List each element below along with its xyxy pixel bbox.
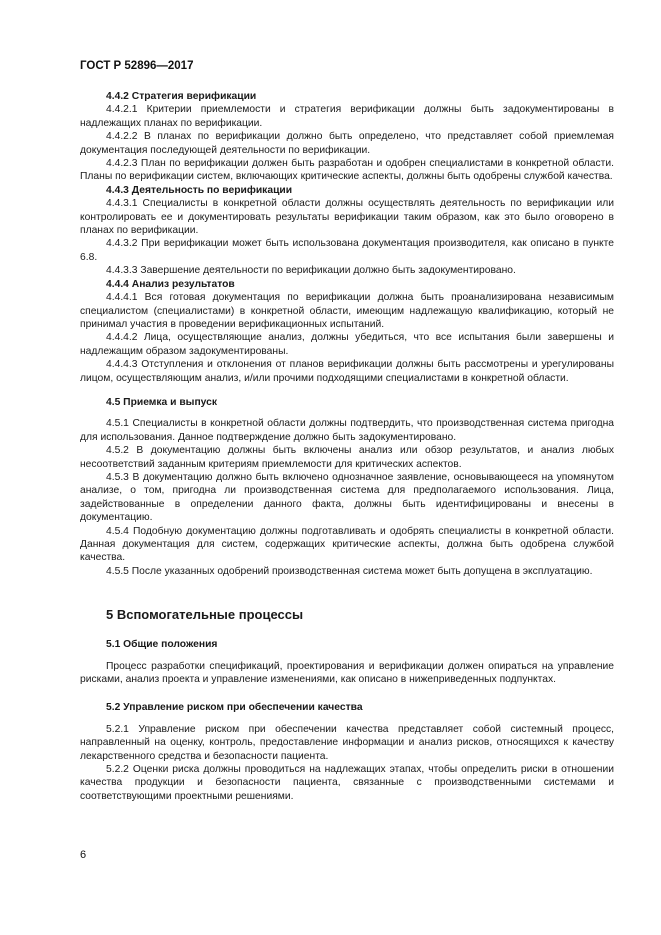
section-heading: 5.1 Общие положения <box>106 639 218 651</box>
paragraph: 4.4.4.1 Вся готовая документация по верификации должна быть проанализирована независимым специалистом (специалистами) в конкретной области, имеющим надлежащую квалификацию, который не принимал участия в проведении верификационных испытаний. <box>80 292 614 330</box>
page-number: 6 <box>80 849 87 861</box>
subsection-heading: 4.4.2 Стратегия верификации <box>106 91 257 102</box>
chapter-heading: 5 Вспомогательные процессы <box>106 607 304 623</box>
paragraph: 4.4.2.3 План по верификации должен быть разработан и одобрен специалистами в конкретной области. Планы по верификации систем, включающих критические аспекты, должны быть одобрены службой качества. <box>80 158 614 183</box>
paragraph: 4.4.4.3 Отступления и отклонения от планов верификации должны быть рассмотрены и урегулированы лицом, осуществляющим анализ, и/или прочими подходящими специалистами в конкретной области. <box>80 359 614 384</box>
paragraph: 4.5.4 Подобную документацию должны подготавливать и одобрять специалисты в конкретной области. Данная документация для систем, содержащих критические аспекты, должна быть одобрена службой качества. <box>80 525 614 564</box>
paragraph: 4.5.3 В документацию должно быть включено однозначное заявление, основывающееся на упомянутом анализе, о том, пригодна ли производственная система для предполагаемого использования. Лица, задействованные в определении данного факта, должны быть идентифицированы и внесены в документацию. <box>80 471 614 524</box>
paragraph: Процесс разработки спецификаций, проектирования и верификации должен опираться на управление рисками, анализ проекта и управление изменениями, как описано в нижеприведенных подпунктах. <box>80 660 614 686</box>
paragraph: 5.2.1 Управление риском при обеспечении качества представляет собой системный процесс, направленный на оценку, контроль, предоставление информации и анализ рисков, относящихся к качеству лекарственного средства и безопасности пациента. <box>80 723 614 762</box>
paragraph: 4.5.1 Специалисты в конкретной области должны подтвердить, что производственная система пригодна для использования. Данное подтверждение должно быть задокументировано. <box>80 418 614 443</box>
paragraph: 4.4.3.3 Завершение деятельности по верификации должно быть задокументировано. <box>106 265 516 277</box>
paragraph: 4.4.3.1 Специалисты в конкретной области должны осуществлять деятельность по верификации или контролировать ее и документировать результаты верификации таким образом, как это было оговорено в планах по верификации. <box>80 198 614 237</box>
subsection-heading: 4.4.3 Деятельность по верификации <box>106 184 293 196</box>
subsection-heading: 4.4.4 Анализ результатов <box>106 278 235 290</box>
paragraph: 4.4.4.2 Лица, осуществляющие анализ, должны убедиться, что все испытания были завершены и надлежащим образом задокументированы. <box>80 332 614 357</box>
section-heading: 4.5 Приемка и выпуск <box>106 396 218 408</box>
document-body <box>80 90 614 803</box>
section-heading: 5.2 Управление риском при обеспечении качества <box>106 702 363 714</box>
paragraph: 4.4.3.2 При верификации может быть использована документация производителя, как описано в пункте 6.8. <box>80 238 614 263</box>
standard-header: ГОСТ Р 52896—2017 <box>80 60 194 72</box>
paragraph: 4.4.2.1 Критерии приемлемости и стратегия верификации должны быть задокументированы в надлежащих планах по верификации. <box>80 104 614 129</box>
paragraph: 4.5.2 В документацию должны быть включены анализ или обзор результатов, и анализ любых несоответствий заданным критериям приемлемости для критических аспектов. <box>80 445 614 470</box>
paragraph: 4.5.5 После указанных одобрений производственная система может быть допущена в эксплуатацию. <box>106 565 593 577</box>
paragraph: 4.4.2.2 В планах по верификации должно быть определено, что представляет собой приемлемая документация последующей деятельности по верификации. <box>80 131 614 156</box>
paragraph: 5.2.2 Оценки риска должны проводиться на надлежащих этапах, чтобы определить риски в отношении качества продукции и безопасности пациента, связанные с производственными системами и соответствующими проектными решениями. <box>80 764 614 802</box>
